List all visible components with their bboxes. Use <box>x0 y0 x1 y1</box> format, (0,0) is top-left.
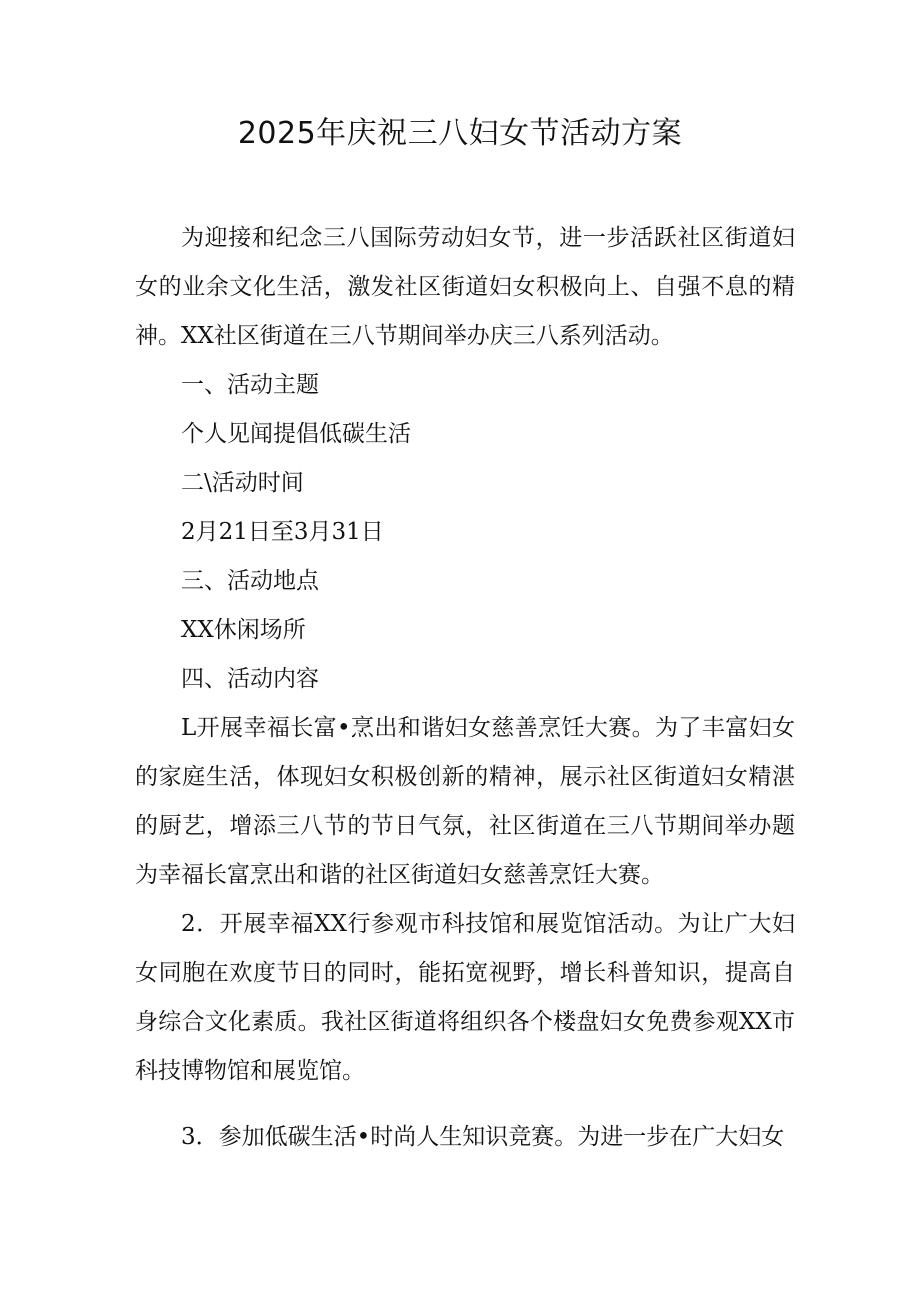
location-text: XX休闲场所 <box>181 617 306 643</box>
intro-paragraph: 为迎接和纪念三八国际劳动妇女节，进一步活跃社区街道妇女的业余文化生活，激发社区街道妇女积极向上、自强不息的精神。XX社区街道在三八节期间举办庆三八系列活动。 <box>135 225 795 349</box>
section-heading-content: 四、活动内容 <box>181 666 319 692</box>
time-text: 2月21日至3月31日 <box>181 519 384 545</box>
document-body <box>135 214 795 1162</box>
section-heading-theme: 一、活动主题 <box>181 372 319 398</box>
content-item-3: 3．参加低碳生活•时尚人生知识竞赛。为进一步在广大妇女 <box>181 1124 785 1150</box>
content-item-1: L开展幸福长富•烹出和谐妇女慈善烹饪大赛。为了丰富妇女的家庭生活，体现妇女积极创新的精神，展示社区街道妇女精湛的厨艺，增添三八节的节日气氛，社区街道在三八节期间举办题为幸福长富烹出和谐的社区街道妇女慈善烹饪大赛。 <box>135 715 795 888</box>
content-item-2: 2．开展幸福XX行参观市科技馆和展览馆活动。为让广大妇女同胞在欢度节日的同时，能拓宽视野，增长科普知识，提高自身综合文化素质。我社区街道将组织各个楼盘妇女免费参观XX市科技博物馆和展览馆。 <box>135 911 795 1084</box>
section-heading-time: 二\活动时间 <box>181 470 304 496</box>
theme-text: 个人见闻提倡低碳生活 <box>181 421 411 447</box>
document-title: 2025年庆祝三八妇女节活动方案 <box>237 116 683 151</box>
section-heading-location: 三、活动地点 <box>181 568 319 594</box>
